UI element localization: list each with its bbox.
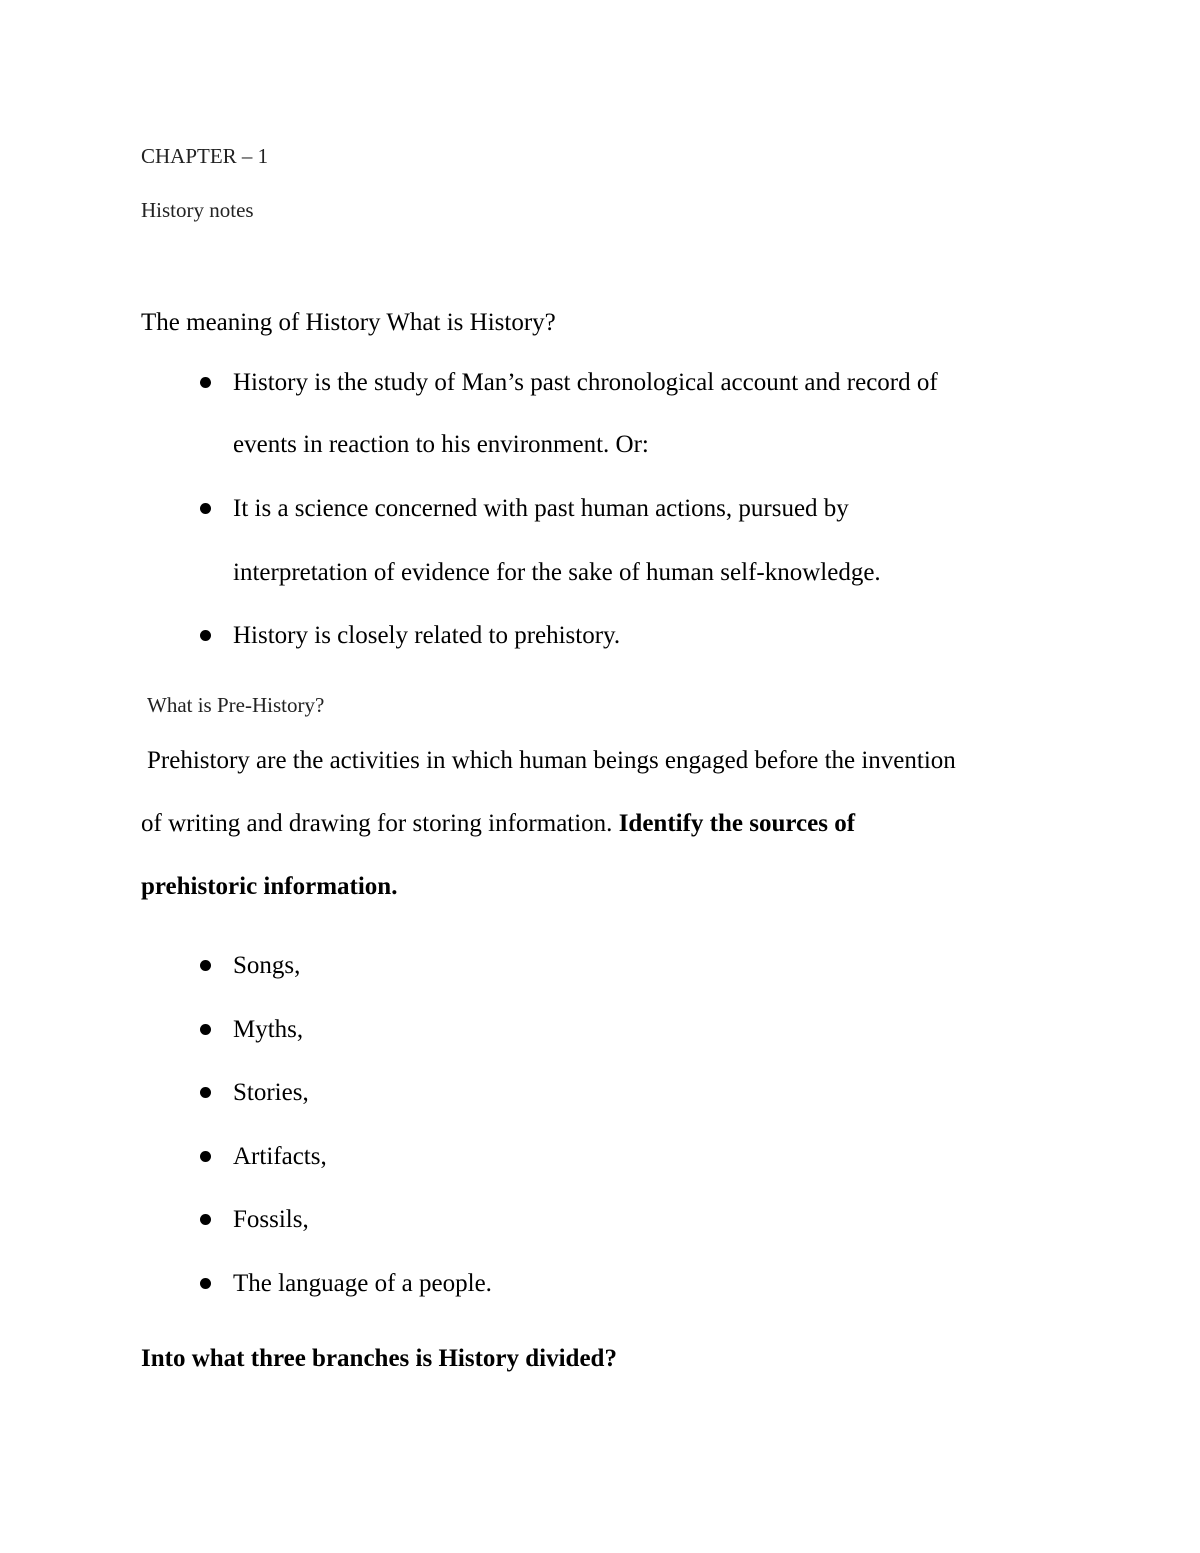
bullet-dot-icon bbox=[200, 1087, 211, 1098]
source-item: Artifacts, bbox=[233, 1143, 327, 1170]
bullet-text: History is the study of Man’s past chronological account and record of bbox=[233, 369, 938, 396]
source-item: Stories, bbox=[233, 1079, 309, 1106]
branches-question: Into what three branches is History divided? bbox=[141, 1345, 617, 1372]
bullet-dot-icon bbox=[200, 1278, 211, 1289]
bullet-dot-icon bbox=[200, 960, 211, 971]
sources-question-text: Identify the sources of bbox=[618, 810, 856, 837]
bullet-dot-icon bbox=[200, 377, 211, 388]
bullet-dot-icon bbox=[200, 1214, 211, 1225]
bullet-dot-icon bbox=[200, 1024, 211, 1035]
bullet-text: It is a science concerned with past human actions, pursued by bbox=[233, 495, 849, 522]
bullet-text: History is closely related to prehistory. bbox=[233, 622, 621, 649]
notes-subtitle: History notes bbox=[141, 198, 254, 222]
bullet-dot-icon bbox=[200, 503, 211, 514]
source-item: The language of a people. bbox=[233, 1270, 492, 1297]
chapter-label: CHAPTER – 1 bbox=[141, 144, 269, 168]
prehistory-paragraph-line bbox=[141, 811, 855, 836]
bullet-dot-icon bbox=[200, 1151, 211, 1162]
bullet-text-continued: events in reaction to his environment. Or: bbox=[233, 431, 649, 458]
sources-question-text-continued: prehistoric information. bbox=[141, 873, 398, 900]
prehistory-paragraph-line: Prehistory are the activities in which human beings engaged before the invention bbox=[147, 747, 956, 774]
prehistory-paragraph-text: of writing and drawing for storing information. bbox=[141, 810, 619, 837]
bullet-text-continued: interpretation of evidence for the sake of human self-knowledge. bbox=[233, 559, 881, 586]
source-item: Fossils, bbox=[233, 1206, 309, 1233]
source-item: Myths, bbox=[233, 1016, 304, 1043]
source-item: Songs, bbox=[233, 952, 301, 979]
history-meaning-heading: The meaning of History What is History? bbox=[141, 309, 556, 336]
prehistory-heading: What is Pre-History? bbox=[147, 693, 325, 717]
bullet-dot-icon bbox=[200, 630, 211, 641]
